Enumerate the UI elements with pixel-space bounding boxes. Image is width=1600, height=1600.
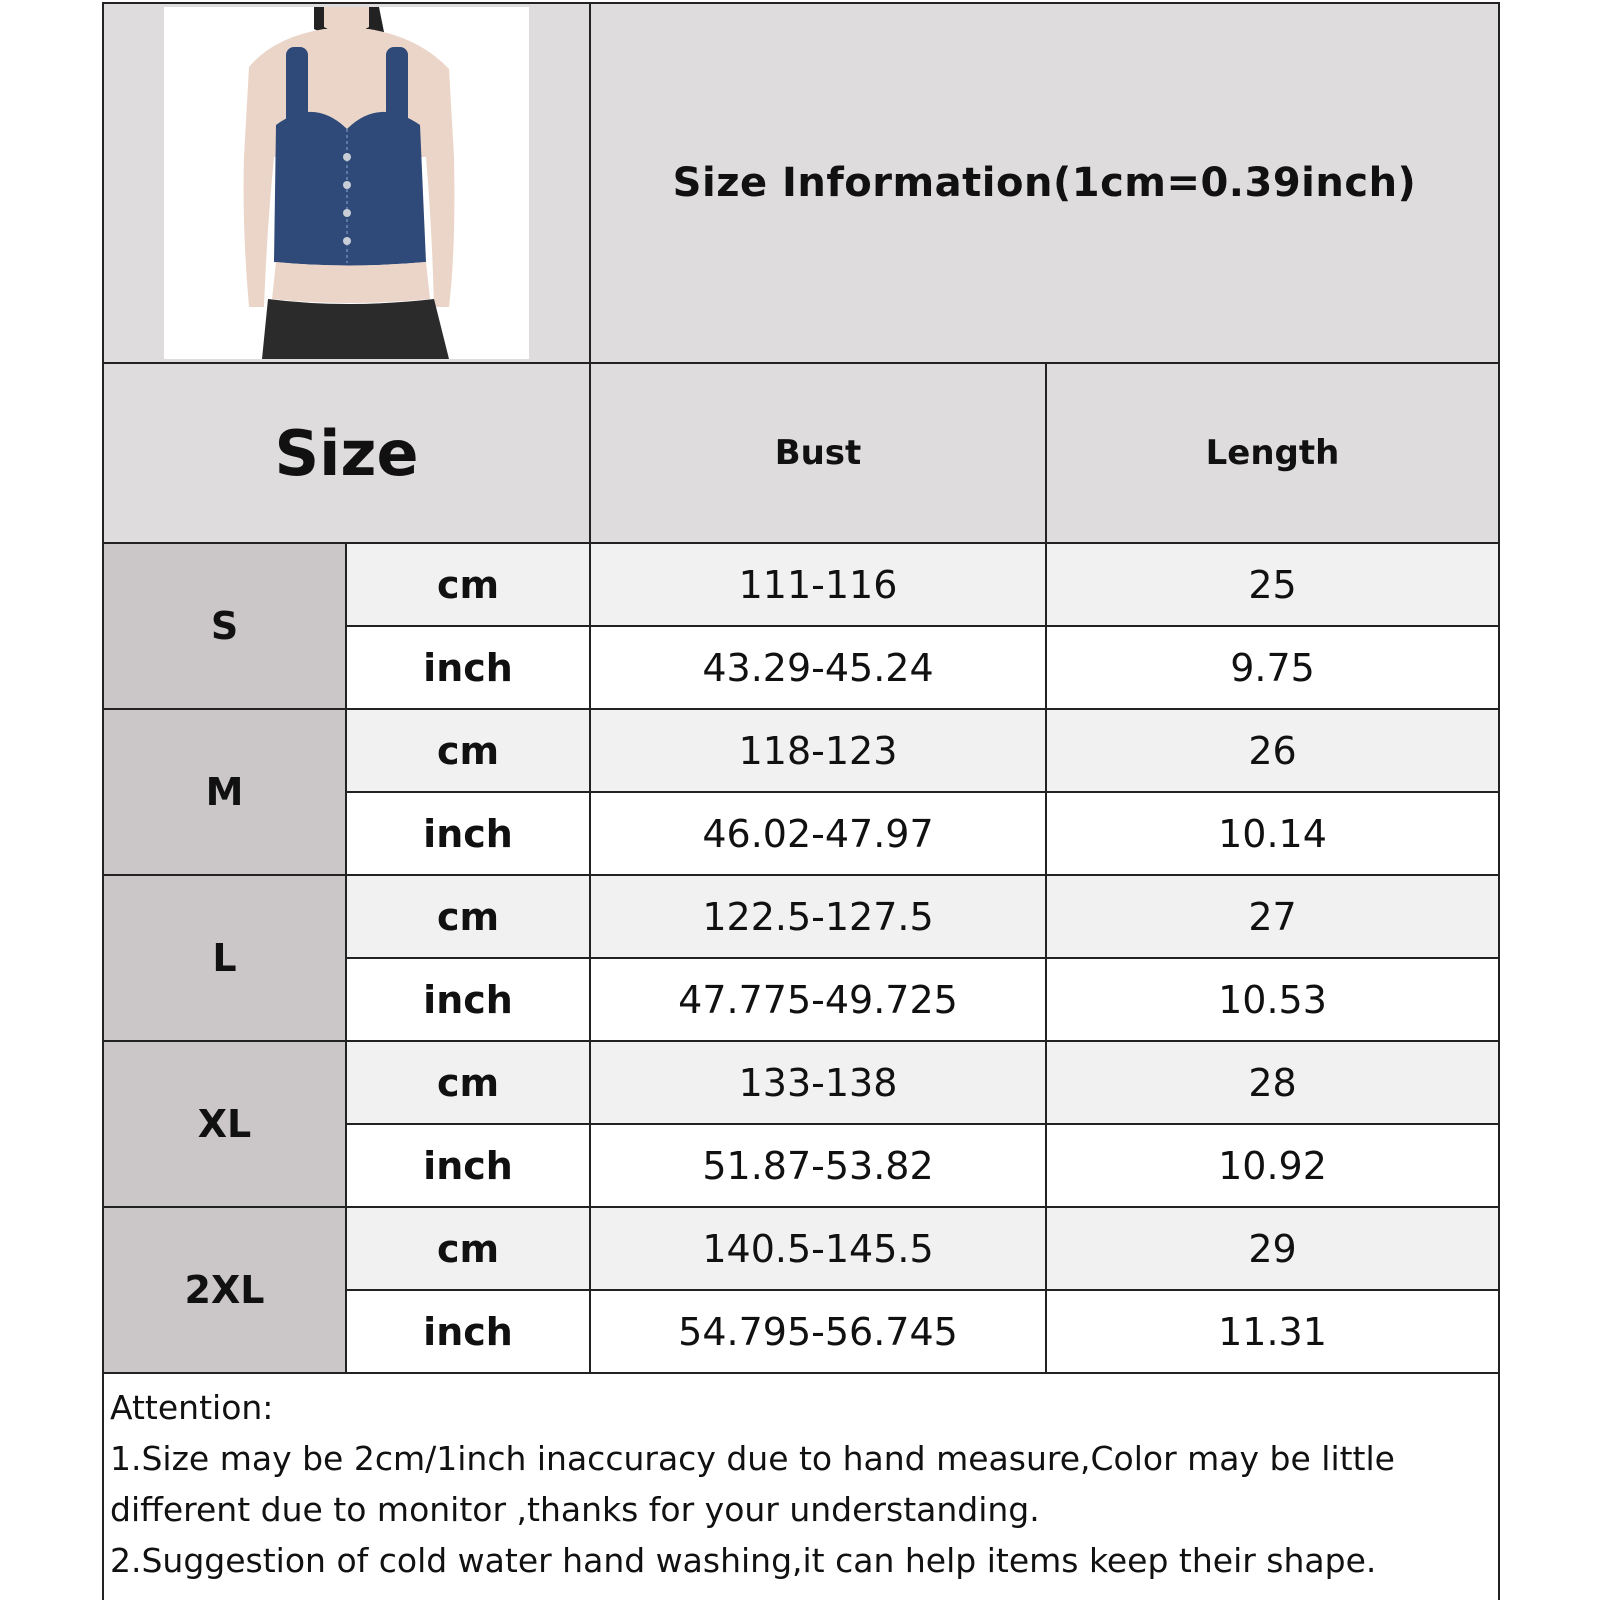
unit-label: cm	[345, 1040, 591, 1125]
attention-notes	[102, 1372, 1500, 1600]
bust-value: 47.775-49.725	[589, 957, 1047, 1042]
bust-column-header: Bust	[589, 362, 1047, 544]
bust-value: 118-123	[589, 708, 1047, 793]
unit-label: cm	[345, 708, 591, 793]
notes-line-3: 2.Suggestion of cold water hand washing,it can help items keep their shape.	[110, 1541, 1377, 1580]
notes-heading: Attention:	[110, 1388, 274, 1427]
unit-label: inch	[345, 957, 591, 1042]
product-photo	[164, 7, 529, 359]
size-information-title: Size Information(1cm=0.39inch)	[672, 160, 1417, 206]
bust-value: 140.5-145.5	[589, 1206, 1047, 1291]
table-row	[102, 957, 1500, 1042]
size-label: M	[102, 708, 347, 876]
length-column-header: Length	[1045, 362, 1500, 544]
table-row	[102, 625, 1500, 710]
size-label: L	[102, 874, 347, 1042]
table-row	[102, 708, 1500, 793]
bust-value: 54.795-56.745	[589, 1289, 1047, 1374]
model-denim-top-illustration	[164, 7, 529, 359]
length-value: 25	[1045, 542, 1500, 627]
unit-label: cm	[345, 1206, 591, 1291]
unit-label: inch	[345, 791, 591, 876]
length-value: 27	[1045, 874, 1500, 959]
notes-line-1: 1.Size may be 2cm/1inch inaccuracy due to hand measure,Color may be little	[110, 1439, 1395, 1478]
table-row	[102, 1040, 1500, 1125]
column-header-row	[102, 362, 1500, 544]
table-row	[102, 1289, 1500, 1374]
length-value: 10.53	[1045, 957, 1500, 1042]
length-value: 26	[1045, 708, 1500, 793]
bust-value: 122.5-127.5	[589, 874, 1047, 959]
bust-value: 43.29-45.24	[589, 625, 1047, 710]
length-value: 29	[1045, 1206, 1500, 1291]
product-photo-cell	[102, 2, 591, 364]
size-label: XL	[102, 1040, 347, 1208]
unit-label: inch	[345, 1289, 591, 1374]
table-row	[102, 1206, 1500, 1291]
bust-value: 46.02-47.97	[589, 791, 1047, 876]
length-value: 10.14	[1045, 791, 1500, 876]
table-row	[102, 1123, 1500, 1208]
notes-line-2: different due to monitor ,thanks for your understanding.	[110, 1490, 1040, 1529]
length-value: 11.31	[1045, 1289, 1500, 1374]
length-value: 9.75	[1045, 625, 1500, 710]
size-chart	[102, 2, 1500, 1600]
table-row	[102, 542, 1500, 627]
length-value: 10.92	[1045, 1123, 1500, 1208]
bust-value: 133-138	[589, 1040, 1047, 1125]
bust-value: 111-116	[589, 542, 1047, 627]
size-label: 2XL	[102, 1206, 347, 1374]
unit-label: inch	[345, 625, 591, 710]
title-cell	[589, 2, 1500, 364]
table-row	[102, 874, 1500, 959]
table-row	[102, 791, 1500, 876]
length-value: 28	[1045, 1040, 1500, 1125]
bust-value: 51.87-53.82	[589, 1123, 1047, 1208]
unit-label: cm	[345, 542, 591, 627]
unit-label: inch	[345, 1123, 591, 1208]
size-column-header: Size	[102, 362, 591, 544]
size-label: S	[102, 542, 347, 710]
chart-header-row	[102, 2, 1500, 364]
unit-label: cm	[345, 874, 591, 959]
